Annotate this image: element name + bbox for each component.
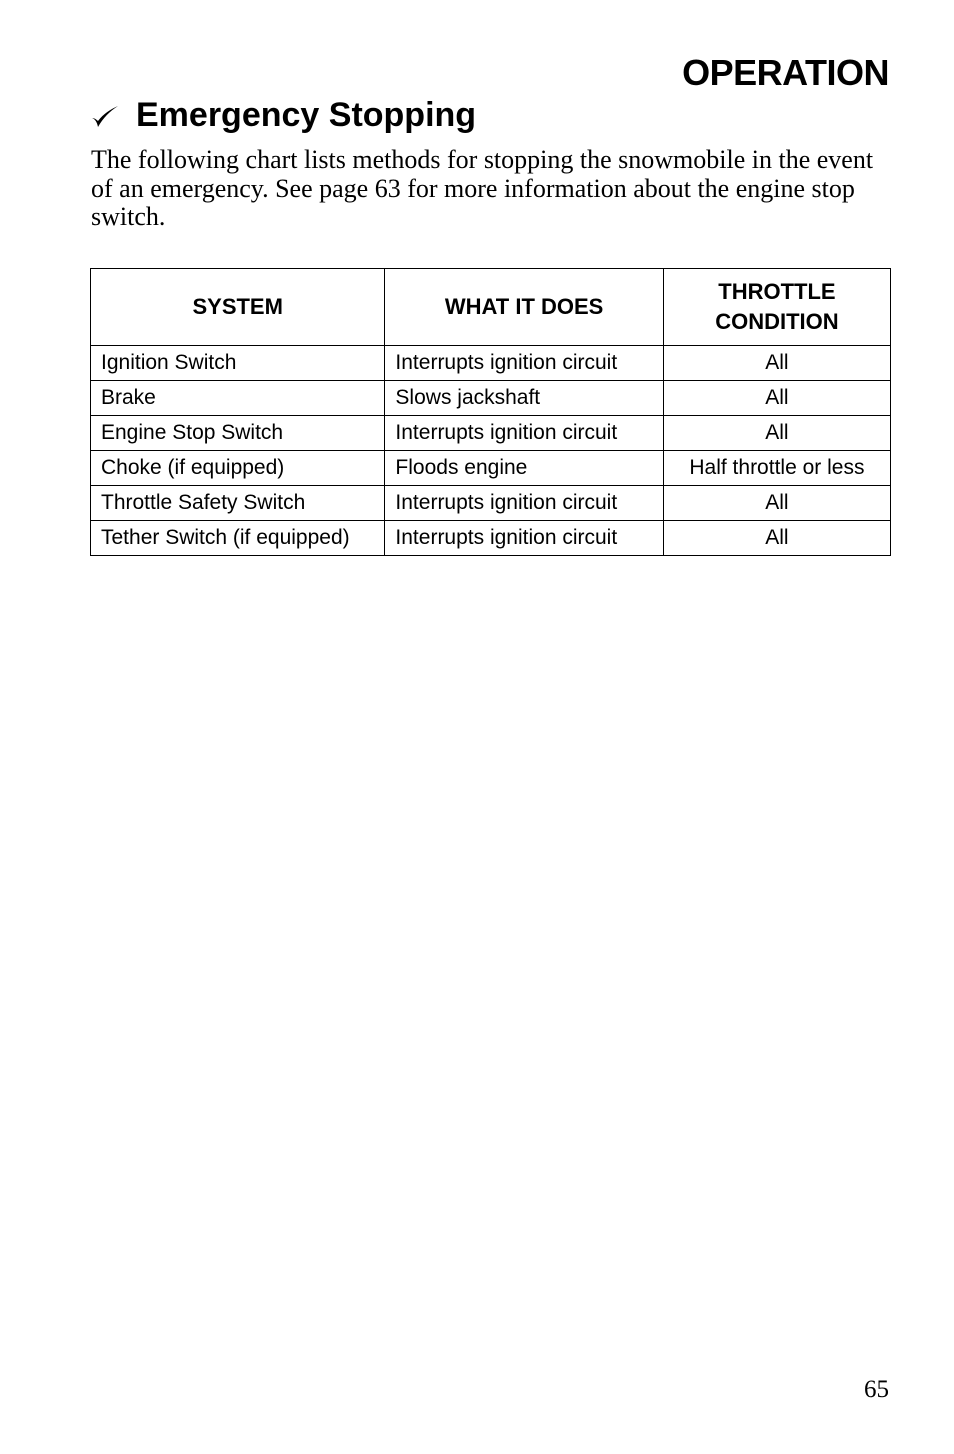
- header-throttle-condition: [663, 269, 890, 346]
- page-section-title: OPERATION: [682, 52, 889, 93]
- cell-throttle-condition: All: [663, 416, 890, 451]
- cell-what-it-does: Slows jackshaft: [385, 381, 663, 416]
- cell-throttle-condition: All: [663, 486, 890, 521]
- table-row: [91, 486, 891, 521]
- cell-what-it-does: Interrupts ignition circuit: [385, 346, 663, 381]
- intro-paragraph: The following chart lists methods for stopping the snowmobile in the event of an emergency. See page 63 for more information about the engine stop switch.: [91, 145, 874, 231]
- cell-system: Brake: [91, 381, 385, 416]
- cell-system: Choke (if equipped): [91, 451, 385, 486]
- table-header-row: [91, 269, 891, 346]
- cell-what-it-does: Interrupts ignition circuit: [385, 521, 663, 556]
- table-row: [91, 346, 891, 381]
- emergency-stopping-table: [90, 268, 891, 556]
- header-throttle-line1: THROTTLE: [718, 279, 836, 304]
- cell-system: Ignition Switch: [91, 346, 385, 381]
- cell-system: Tether Switch (if equipped): [91, 521, 385, 556]
- cell-what-it-does: Interrupts ignition circuit: [385, 416, 663, 451]
- table-row: [91, 381, 891, 416]
- cell-what-it-does: Interrupts ignition circuit: [385, 486, 663, 521]
- checkmark-icon: [90, 101, 120, 131]
- section-heading-text: Emergency Stopping: [136, 96, 477, 134]
- page-number: 65: [864, 1376, 889, 1403]
- cell-system: Throttle Safety Switch: [91, 486, 385, 521]
- cell-what-it-does: Floods engine: [385, 451, 663, 486]
- cell-throttle-condition: All: [663, 381, 890, 416]
- cell-throttle-condition: Half throttle or less: [663, 451, 890, 486]
- header-throttle-line2: CONDITION: [715, 309, 839, 334]
- table-row: [91, 416, 891, 451]
- header-system: SYSTEM: [91, 269, 385, 346]
- cell-system: Engine Stop Switch: [91, 416, 385, 451]
- cell-throttle-condition: All: [663, 346, 890, 381]
- section-heading: [90, 96, 476, 135]
- table-row: [91, 451, 891, 486]
- header-what-it-does: WHAT IT DOES: [385, 269, 663, 346]
- table-row: [91, 521, 891, 556]
- cell-throttle-condition: All: [663, 521, 890, 556]
